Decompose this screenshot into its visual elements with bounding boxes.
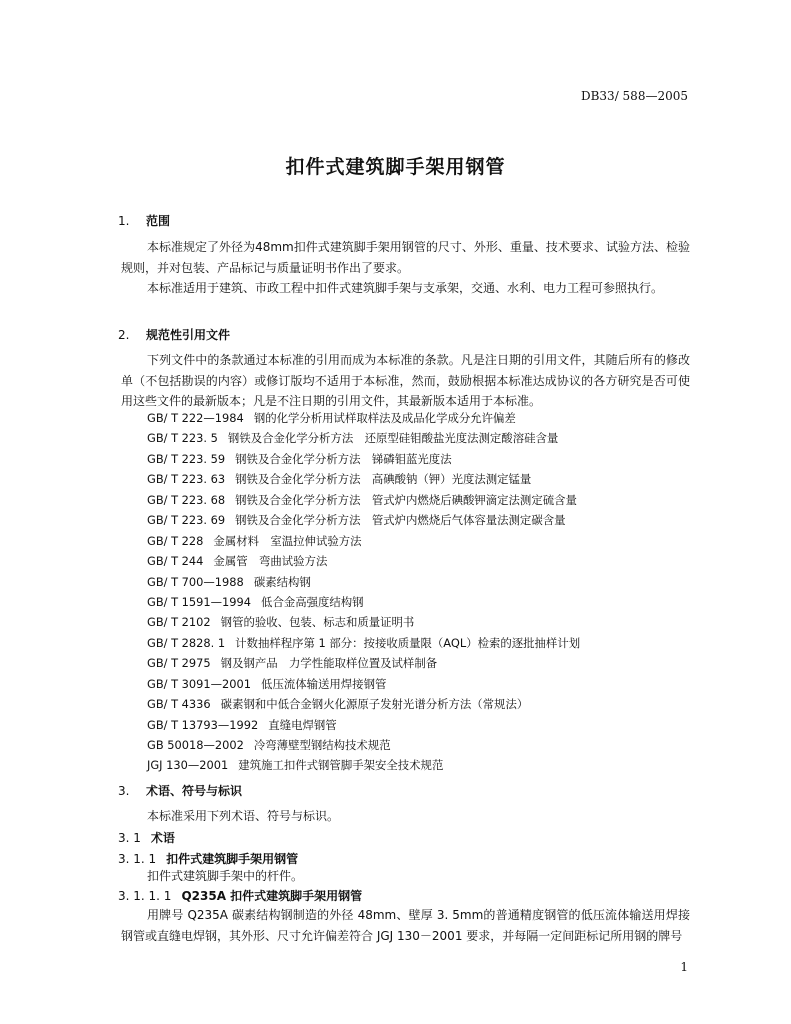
section-number: 1. (118, 214, 130, 228)
reference-title: 钢管的验收、包装、标志和质量证明书 (220, 615, 415, 630)
reference-title: 冷弯薄壁型钢结构技术规范 (253, 738, 391, 752)
reference-code: GB/ T 1591—1994 (147, 594, 252, 609)
reference-title: 钢铁及合金化学分析方法 还原型硅钼酸盐光度法测定酸溶硅含量 (227, 431, 559, 446)
reference-title: 低合金高强度结构钢 (261, 594, 364, 609)
reference-item (147, 633, 692, 653)
reference-code: GB/ T 223. 69 (147, 513, 226, 528)
reference-code: GB/ T 3091—2001 (147, 676, 252, 691)
subsection-3-1-1-text: 扣件式建筑脚手架中的杆件。 (147, 869, 304, 883)
subsection-number: 3. 1 (118, 831, 141, 845)
reference-code: GB/ T 700—1988 (147, 574, 244, 589)
section-2-heading (118, 326, 230, 343)
reference-code: GB/ T 222—1984 (147, 411, 244, 425)
reference-code: GB/ T 2828. 1 (147, 635, 226, 650)
reference-code: JGJ 130—2001 (147, 758, 229, 773)
reference-item (147, 572, 692, 592)
reference-code: GB/ T 223. 5 (147, 431, 218, 446)
reference-code: GB 50018—2002 (147, 738, 244, 752)
reference-item (147, 510, 692, 530)
reference-code: GB/ T 4336 (147, 697, 211, 712)
reference-item (147, 551, 692, 571)
page-number: 1 (680, 960, 688, 974)
reference-title: 钢铁及合金化学分析方法 锑磷钼蓝光度法 (235, 451, 452, 466)
reference-item (147, 735, 692, 755)
reference-item (147, 449, 692, 469)
reference-item (147, 755, 692, 775)
reference-title: 直缝电焊钢管 (268, 717, 337, 732)
reference-title: 低压流体输送用焊接钢管 (261, 676, 387, 691)
subsection-number: 3. 1. 1 (118, 852, 157, 866)
reference-code: GB/ T 244 (147, 554, 204, 569)
reference-code: GB/ T 2975 (147, 656, 211, 671)
reference-item (147, 612, 692, 632)
subsection-title: 扣件式建筑脚手架用钢管 (166, 852, 299, 866)
reference-item (147, 653, 692, 673)
reference-code: GB/ T 223. 68 (147, 492, 226, 507)
section-2-intro: 下列文件中的条款通过本标准的引用而成为本标准的条款。凡是注日期的引用文件，其随后所有的修改单（不包括勘误的内容）或修订版均不适用于本标准，然而，鼓励根据本标准达成协议的各方研究是否可使用这些文件的最新版本；凡是不注日期的引用文件，其最新版本适用于本标准。 (121, 353, 690, 408)
subsection-3-1-1-1-heading (118, 887, 362, 904)
reference-title: 碳素钢和中低合金钢火化源原子发射光谱分析方法（常规法） (220, 697, 529, 712)
section-3-intro: 本标准采用下列术语、符号与标识。 (147, 809, 340, 823)
reference-item (147, 408, 692, 428)
section-3-heading (118, 782, 242, 799)
reference-code: GB/ T 223. 59 (147, 451, 226, 466)
reference-list (147, 408, 692, 776)
section-title: 术语、符号与标识 (146, 784, 243, 798)
reference-title: 钢铁及合金化学分析方法 管式炉内燃烧后气体容量法测定碳含量 (235, 513, 566, 528)
reference-item (147, 428, 692, 448)
subsection-number: 3. 1. 1. 1 (118, 889, 172, 903)
section-title: 规范性引用文件 (146, 328, 231, 342)
reference-title: 碳素结构钢 (253, 574, 311, 589)
reference-item (147, 694, 692, 714)
page-title: 扣件式建筑脚手架用钢管 (285, 156, 506, 178)
reference-item (147, 490, 692, 510)
reference-title: 钢及钢产品 力学性能取样位置及试样制备 (220, 656, 438, 671)
subsection-title: 术语 (150, 831, 175, 845)
reference-title: 金属管 弯曲试验方法 (213, 554, 328, 569)
section-title: 范围 (146, 214, 171, 228)
reference-title: 建筑施工扣件式钢管脚手架安全技术规范 (238, 758, 444, 773)
reference-title: 金属材料 室温拉伸试验方法 (213, 533, 362, 548)
reference-title: 计数抽样程序第 1 部分：按接收质量限（AQL）检索的逐批抽样计划 (235, 635, 581, 650)
section-number: 3. (118, 784, 130, 798)
reference-title: 钢的化学分析用试样取样法及成品化学成分允许偏差 (253, 411, 516, 425)
reference-item (147, 592, 692, 612)
reference-item (147, 674, 692, 694)
subsection-3-1-1-heading (118, 850, 298, 867)
reference-code: GB/ T 228 (147, 533, 204, 548)
subsection-3-1-1-1-text: 用牌号 Q235A 碳素结构钢制造的外径 48mm、壁厚 3. 5mm的普通精度钢管的低压流体输送用焊接钢管或直缝电焊钢，其外形、尺寸允许偏差符合 JGJ 130－2001 要求，并每隔一定间距标记所用钢的牌号 (121, 908, 690, 943)
reference-item (147, 469, 692, 489)
document-number: DB33/ 588—2005 (580, 89, 688, 103)
reference-item (147, 715, 692, 735)
section-number: 2. (118, 328, 130, 342)
reference-code: GB/ T 13793—1992 (147, 717, 259, 732)
section-1-paragraph-2: 本标准适用于建筑、市政工程中扣件式建筑脚手架与支承架，交通、水利、电力工程可参照执行。 (147, 281, 664, 295)
reference-title: 钢铁及合金化学分析方法 管式炉内燃烧后碘酸钾滴定法测定硫含量 (235, 492, 577, 507)
subsection-title: Q235A 扣件式建筑脚手架用钢管 (181, 889, 363, 903)
reference-code: GB/ T 223. 63 (147, 472, 226, 487)
reference-title: 钢铁及合金化学分析方法 高碘酸钠（钾）光度法测定锰量 (235, 472, 532, 487)
reference-code: GB/ T 2102 (147, 615, 211, 630)
subsection-3-1-heading (118, 829, 175, 846)
reference-item (147, 531, 692, 551)
section-1-heading (118, 212, 170, 229)
section-1-paragraph-1: 本标准规定了外径为48mm扣件式建筑脚手架用钢管的尺寸、外形、重量、技术要求、试验方法、检验规则，并对包装、产品标记与质量证明书作出了要求。 (121, 240, 690, 275)
